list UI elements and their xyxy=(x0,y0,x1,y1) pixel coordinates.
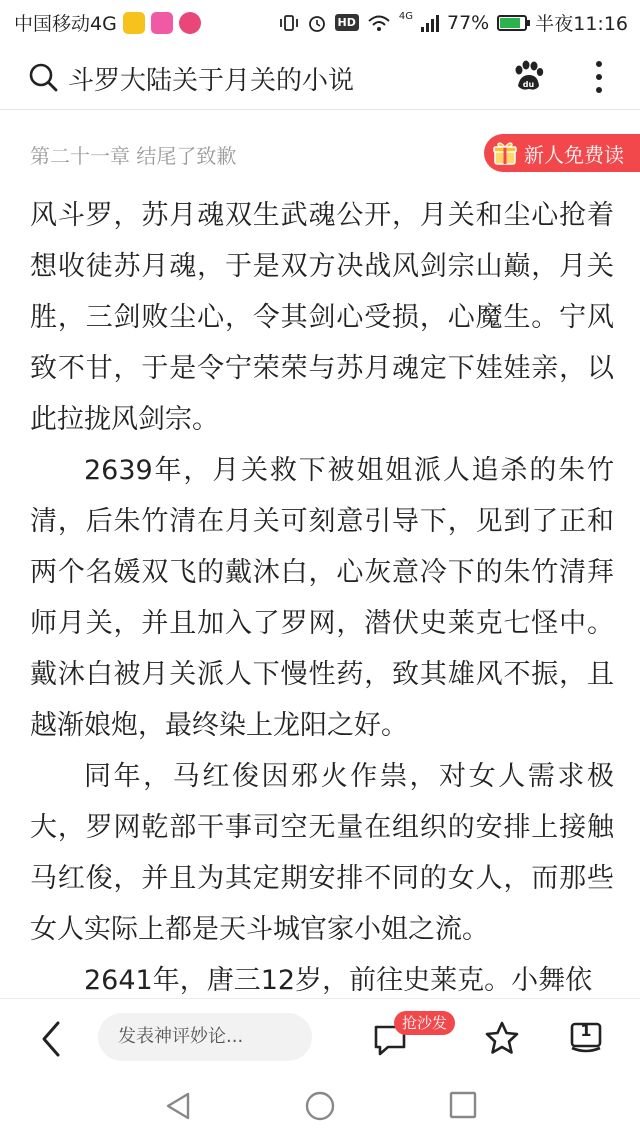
star-icon[interactable] xyxy=(484,1020,520,1056)
battery-icon xyxy=(497,15,527,31)
new-user-free-read-label: 新人免费读 xyxy=(524,142,624,167)
tab-count: 1 xyxy=(580,1021,592,1040)
search-icon[interactable] xyxy=(28,62,58,92)
status-right xyxy=(279,9,628,36)
sofa-badge[interactable]: 抢沙发 xyxy=(394,1011,455,1035)
nav-recent-apps-icon[interactable] xyxy=(448,1090,478,1120)
system-navigation-bar xyxy=(0,1080,640,1138)
search-header xyxy=(0,44,640,110)
svg-text:du: du xyxy=(522,80,535,89)
status-bar xyxy=(0,0,640,44)
paragraph: 2641年，唐三12岁，前往史莱克。小舞依 xyxy=(84,965,593,996)
status-left xyxy=(14,9,201,36)
network-type-label: 4G xyxy=(398,11,413,22)
battery-percent: 77% xyxy=(447,11,490,34)
article-body xyxy=(30,190,614,1006)
bottom-toolbar xyxy=(0,998,640,1081)
more-icon[interactable] xyxy=(588,58,610,96)
paragraph: 风斗罗，苏月魂双生武魂公开，月关和尘心抢着想收徒苏月魂，于是双方决战风剑宗山巅，月关胜，三剑败尘心，令其剑心受损，心魔生。宁风致不甘，于是令宁荣荣与苏月魂定下娃娃亲，以此拉拢风剑宗。 xyxy=(30,200,614,435)
new-user-free-read-button[interactable] xyxy=(484,134,640,172)
hd-badge: HD xyxy=(335,14,359,31)
vibrate-icon xyxy=(279,13,299,33)
clock: 半夜11:16 xyxy=(535,13,628,35)
paragraph: 同年，马红俊因邪火作祟，对女人需求极大，罗网乾部干事司空无量在组织的安排上接触马红俊，并且为其定期安排不同的女人，而那些女人实际上都是天斗城官家小姐之流。 xyxy=(30,761,614,945)
notification-app-icon xyxy=(179,12,201,34)
back-arrow-icon[interactable] xyxy=(38,1019,64,1059)
notification-app-icon xyxy=(123,12,145,34)
signal-icon xyxy=(421,14,439,32)
paragraph: 2639年，月关救下被姐姐派人追杀的朱竹清，后朱竹清在月关可刻意引导下，见到了正和两个名媛双飞的戴沐白，心灰意冷下的朱竹清拜师月关，并且加入了罗网，潜伏史莱克七怪中。戴沐白被月关派人下慢性药，致其雄风不振，且越渐娘炮，最终染上龙阳之好。 xyxy=(30,455,614,741)
nav-home-icon[interactable] xyxy=(304,1090,336,1122)
notification-app-icon xyxy=(151,12,173,34)
wifi-icon xyxy=(367,13,391,33)
chapter-title: 第二十一章 结尾了致歉 xyxy=(30,144,237,168)
comment-input[interactable]: 发表神评妙论... xyxy=(98,1013,312,1061)
battery-level xyxy=(500,18,520,28)
paw-icon[interactable] xyxy=(510,58,546,94)
alarm-icon xyxy=(307,13,327,33)
gift-icon xyxy=(492,140,518,166)
carrier-label: 中国移动4G xyxy=(14,13,117,35)
search-query[interactable]: 斗罗大陆关于月关的小说 xyxy=(68,66,355,96)
nav-back-icon[interactable] xyxy=(164,1090,194,1122)
